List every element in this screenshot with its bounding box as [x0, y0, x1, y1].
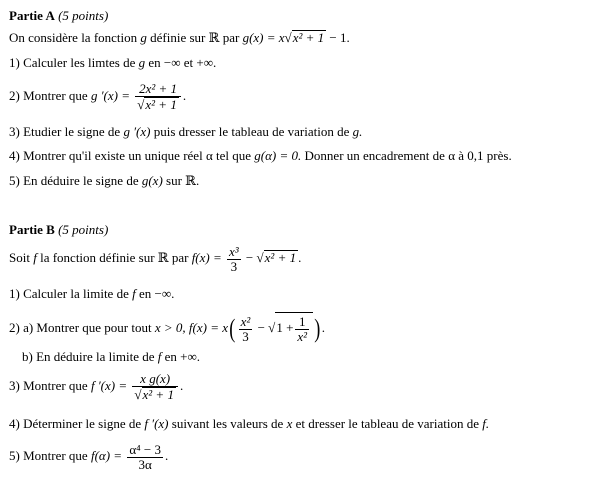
intro-text: la fonction définie sur ℝ par [40, 250, 189, 265]
function-name: f [33, 250, 37, 265]
intro-text: par [222, 30, 240, 45]
denominator: x² + 1 [142, 387, 174, 403]
fraction [127, 443, 163, 472]
fraction [239, 315, 253, 344]
question-text: et dresser le tableau de variation de [295, 416, 479, 431]
question-text: en +∞. [164, 349, 200, 364]
question-text: b) En déduire la limite de [22, 349, 155, 364]
part-b-heading [9, 222, 108, 238]
question-text: 2) Montrer que [9, 88, 88, 103]
function-name: f [157, 349, 162, 364]
function-name: g. [352, 124, 363, 139]
intro-text: définie sur [150, 30, 206, 45]
numerator: 2x² + 1 [135, 82, 181, 97]
formula-radicand: x² + 1 [292, 30, 325, 45]
question-text: 2) a) Montrer que pour tout [9, 320, 152, 335]
part-a-points: (5 points) [58, 8, 109, 23]
part-a-q4 [9, 148, 512, 164]
part-a-title: Partie A [9, 8, 55, 23]
operator: − [257, 320, 265, 335]
question-text: 5) En déduire le signe de [9, 173, 139, 188]
question-text: Donner un encadrement de [304, 148, 445, 163]
fraction [295, 315, 309, 344]
formula-tail: − 1. [326, 30, 350, 45]
alpha-symbol: α [448, 148, 456, 163]
question-text: 1) Calculer la limite de [9, 286, 129, 301]
part-b-q4 [9, 416, 489, 432]
question-text: 1) Calculer les limtes de [9, 55, 136, 70]
function-name: f. [482, 416, 490, 431]
fraction: $\frac{\text{2x² + 1}}{\text{√x² + 1}}$ [135, 82, 181, 112]
question-text: 5) Montrer que [9, 448, 88, 463]
fraction [227, 245, 241, 274]
question-text: suivant les valeurs de [171, 416, 284, 431]
formula: g(α) = 0. [254, 148, 302, 163]
part-a-heading [9, 8, 108, 24]
denominator: 3α [138, 456, 152, 472]
formula: f ′(x) [144, 416, 169, 431]
part-b-q3 [9, 370, 183, 402]
numerator: x g(x) [132, 372, 178, 387]
part-b-q2a: 2) a) Montrer que pour tout x > 0, f(x) = x( $\frac{\text{x²}}{3}$ − √1 + $\frac{1}{\text{x²}}$ ). [9, 313, 325, 344]
formula: x > 0, f(x) = x [154, 320, 228, 335]
alpha-symbol: α [205, 148, 213, 163]
part-a-q5 [9, 173, 199, 189]
denominator: x² [297, 328, 308, 344]
part-b-q5 [9, 440, 168, 472]
formula-lhs: g ′(x) = [90, 88, 130, 103]
formula-lhs: f ′(x) = [90, 378, 128, 393]
function-name: g [138, 55, 146, 70]
punct: . [182, 88, 187, 103]
part-a-intro: On considère la fonction g définie sur ℝ par g(x) = x√x² + 1 − 1. [9, 30, 350, 45]
question-text: 3) Etudier le signe de [9, 124, 121, 139]
punct: . [165, 448, 169, 463]
formula: 1 + [276, 320, 294, 335]
numerator: x² [240, 313, 251, 329]
part-b-q1 [9, 286, 174, 302]
formula-radicand: x² + 1 [264, 250, 297, 265]
question-text: 3) Montrer que [9, 378, 88, 393]
question-text: sur ℝ. [166, 173, 200, 188]
question-text: 4) Déterminer le signe de [9, 416, 142, 431]
numerator: 1 [295, 315, 309, 330]
formula-g: g(x) = x [242, 30, 285, 45]
formula: g(x) [141, 173, 163, 188]
question-text: 4) Montrer qu'il existe un unique réel [9, 148, 203, 163]
numerator: x³ [229, 243, 239, 259]
part-a-q1 [9, 55, 216, 71]
variable: x [286, 416, 293, 431]
intro-text: On considère la fonction [9, 30, 138, 45]
part-a-q2 [9, 80, 186, 112]
part-b-title: Partie B [9, 222, 55, 237]
part-b-points: (5 points) [58, 222, 109, 237]
fraction: $\frac{\text{x g(x)}}{\text{√x² + 1}}$ [132, 372, 178, 402]
denominator: 3 [242, 328, 249, 344]
operator: − [245, 250, 254, 265]
punct: . [298, 250, 302, 265]
denominator: x² + 1 [145, 97, 177, 113]
intro-text: Soit [9, 250, 30, 265]
reals-symbol: ℝ [208, 30, 220, 45]
punct: . [321, 320, 325, 335]
denominator: 3 [230, 258, 238, 274]
question-text: tel que [216, 148, 252, 163]
formula: g ′(x) [123, 124, 151, 139]
function-name: f [132, 286, 136, 301]
formula-lhs: f(x) = [191, 250, 222, 265]
question-text: en −∞ et +∞. [148, 55, 217, 70]
formula-lhs: f(α) = [90, 448, 123, 463]
question-text: en −∞. [138, 286, 175, 301]
punct: . [179, 378, 184, 393]
question-text: à 0,1 près. [458, 148, 512, 163]
part-a-q3 [9, 124, 362, 140]
part-b-intro: Soit f la fonction définie sur ℝ par f(x) = $\frac{\text{x³}}{3}$ − √x² + 1 . [9, 243, 302, 274]
question-text: puis dresser le tableau de variation de [153, 124, 350, 139]
part-b-q2b [22, 349, 200, 365]
function-name: g [140, 30, 147, 45]
numerator: α⁴ − 3 [129, 441, 162, 457]
